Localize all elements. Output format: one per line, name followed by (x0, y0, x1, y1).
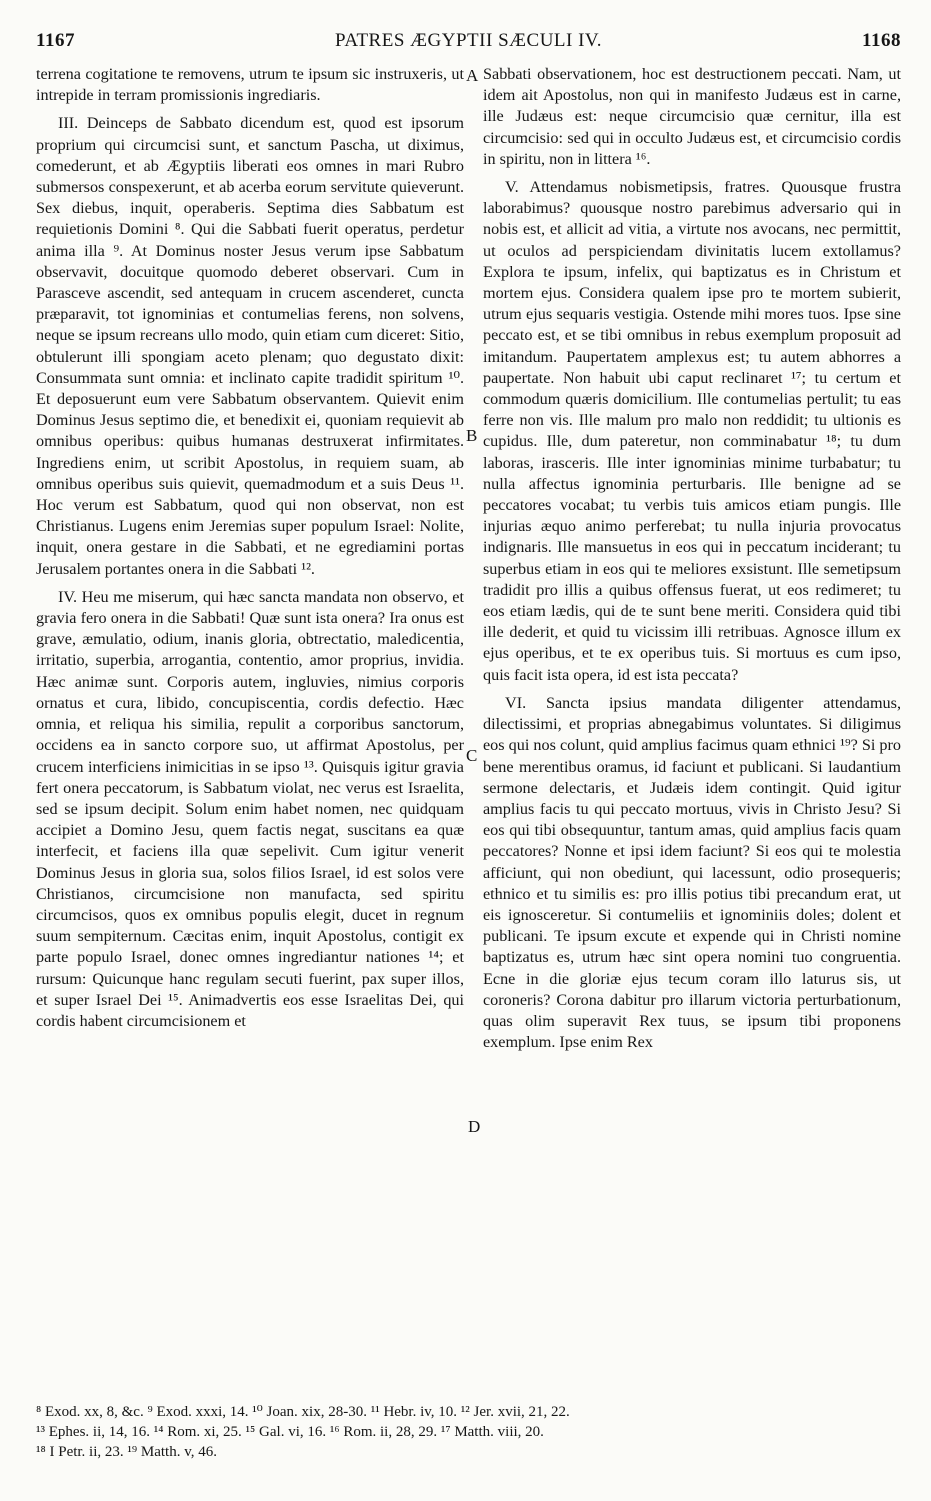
page-header (36, 30, 901, 56)
paragraph-iii: III. Deinceps de Sabbato dicendum est, quod est ipsorum proprium qui circumcisi sunt, et sanctum Pascha, ut diximus, comederunt, et ab Ægyptiis liberati eos omnes in mari Rubro submersos conspexerunt, et ab acerba eorum servitute quieverunt. Sex diebus, inquit, operaberis. Septima dies Sabbatum est requietionis Domini ⁸. Qui die Sabbati fuerit operatus, perdetur anima illa ⁹. At Dominus noster Jesus verum ipse Sabbatum observavit, docuitque quomodo deberet observari. Cum in Parasceve ascendit, sed antequam in crucem ascenderet, cuncta præparavit, tot ignominias et contumelias ferens, non solvens, neque se ipsum recreans ullo modo, quin etiam cum diceret: Sitio, obtulerunt illi spongiam aceto plenam; quo degustato dixit: Consummata sunt omnia: et inclinato capite tradidit spiritum ¹⁰. Et deposuerunt eum vere Sabbatum observantem. Quievit enim Dominus Jesus septimo die, et benedixit ei, quoniam requievit ab omnibus operibus: quibus humanas destruxerat infirmitates. Ingrediens enim, ut scribit Apostolus, in requiem suam, ab omnibus operibus suis quievit, quemadmodum et a suis Deus ¹¹. Hoc verum est Sabbatum, quod qui non observat, non est Christianus. Lugens enim Jeremias super populum Israel: Nolite, inquit, onera gestare in die Sabbati, et ne egrediamini portas Jerusalem portantes onera in die Sabbati ¹². (36, 114, 464, 578)
right-column (483, 64, 901, 1053)
paragraph-iv: IV. Heu me miserum, qui hæc sancta mandata non observo, et gravia fero onera in die Sabbati! Quæ sunt ista onera? Ira onus est grave, æmulatio, odium, inanis gloria, obtrectatio, maledicentia, irritatio, superbia, arrogantia, contentio, amor proprius, invidia. Hæc animæ sunt. Corporis autem, ingluvies, nimius corporis ornatus et cura, libido, concupiscentia, cordis defectio. Hæc omnia, et reliqua his similia, repulit a corporibus sanctorum, occidens ea in sancto corpore suo, ut affirmat Apostolus, per crucem interficiens inimicitias in se ipso ¹³. Quisquis igitur gravia fert onera peccatorum, is Sabbatum violat, nec verus est Israelita, sed se ipsum decipit. Solum enim habet nomen, nec quidquam accipiet a Domino Jesu, quem factis negat, suscitans ea quæ interfecit, et faciens illa quæ sepelivit. Cum igitur venerit Dominus Jesus in gloria sua, solos filios Israel, id est solos vere Christianos, circumcisione non manufacta, sed spiritu circumcisos, quos ex omnibus populis elegit, ducet in regnum suum sempiternum. Cæcitas enim, inquit Apostolus, contigit ex parte populo Israel, donec omnes ingrediantur nationes ¹⁴; et rursum: Quicunque hanc regulam secuti fuerint, pax super illos, et super Israel Dei ¹⁵. Animadvertis eos esse Israelitas Dei, qui cordis habent circumcisionem et (36, 587, 464, 1030)
margin-marker-c: C (466, 746, 478, 765)
paragraph-v: V. Attendamus nobismetipsis, fratres. Quousque frustra laborabimus? quousque nostro parebimus adversario qui in nobis est, et allicit ad vitia, a virtute nos avocans, nec permittit, ut oculos ad perspiciendam divinitatis lucem extollamus? Explora te ipsum, infelix, qui baptizatus es in Christum et mortem ejus. Considera qualem ipse pro te mortem subierit, utrum ejus sequaris vestigia. Ostende mihi mores tuos. Ipse sine peccato est, et se tibi omnibus in rebus exemplum proposuit ad imitandum. Paupertatem amplexus est; tu autem abhorres a paupertate. Non habuit ubi caput reclinaret ¹⁷; tu certum et commodum quæris domicilium. Ille contumelias pertulit; tu eas ferre non vis. Ille malum pro malo non reddidit; tu ultionis es cupidus. Ille, dum pateretur, non comminabatur ¹⁸; tu dum laboras, irasceris. Ille inter ignominias minime turbabatur; tu nulla affectus ignominia perturbaris. Ille benigne ad se peccatores vocabat; tu verbis tuis amicos etiam pungis. Ille injurias æquo animo perferebat; tu nulla injuria provocatus indignaris. Ille mansuetus in eos qui in peccatum inciderant; tu superbus etiam in eos qui te meliores exsistunt. Ille semetipsum tradidit pro illis a quibus offensus fuerat, ut eos redimeret; tu eos etiam lædis, qui de te sunt bene meriti. Considera quid tibi ille dederit, et quid tu vicissim illi retribuas. Agnosce illum ex ejus operibus, et te ex operibus tuis. Si mortuus es cum ipso, quis facit ista opera, id est ista peccata? (483, 178, 901, 684)
footnote-line: ¹⁸ I Petr. ii, 23. ¹⁹ Matth. v, 46. (36, 1444, 217, 1460)
footnote-line: ¹³ Ephes. ii, 14, 16. ¹⁴ Rom. xi, 25. ¹⁵ Gal. vi, 16. ¹⁶ Rom. ii, 28, 29. ¹⁷ Matth. viii, 20. (36, 1424, 544, 1440)
paragraph-continuation: Sabbati observationem, hoc est destructionem peccati. Nam, ut idem ait Apostolus, non qui in manifesto Judæus est in carne, ille Judæus est: neque circumcisio quæ cernitur, illa est circumcisio: sed qui in occulto Judæus est, et circumcisio cordis in spiritu, non in littera ¹⁶. (483, 65, 901, 168)
page-number-right: 1168 (862, 30, 901, 51)
footnote-line: ⁸ Exod. xx, 8, &c. ⁹ Exod. xxxi, 14. ¹⁰ Joan. xix, 28-30. ¹¹ Hebr. iv, 10. ¹² Jer. xvii, 21, 22. (36, 1404, 570, 1420)
margin-marker-a: A (466, 66, 479, 85)
paragraph-continuation: terrena cogitatione te removens, utrum te ipsum sic instruxeris, ut intrepide in terram promissionis ingrediaris. (36, 65, 464, 105)
paragraph-vi: VI. Sancta ipsius mandata diligenter attendamus, dilectissimi, et proprias abnegabimus voluntates. Si diligimus eos qui nos colunt, quid amplius facimus quam ethnici ¹⁹? Si pro bene merentibus oramus, id faciunt et publicani. Si laudantium sermone delectaris, et Judæis idem contingit. Quid igitur amplius facis tu qui peccato mortuus, vivis in Christo Jesu? Si eos qui tibi obsequuntur, tantum amas, quid amplius facis quam peccatores? Nonne et ipsi idem faciunt? Si eos qui te molestia afficiunt, qui non obediunt, qui lacessunt, odio prosequeris; ethnico et tu similis es: pro illis potius tibi precandum erat, ut eis ignosceretur. Si contumeliis et ignominiis doles; dolent et publicani. Te ipsum excute et expende qui in Christi nomine baptizatus es, utrum hæc sint opera nomini tuo congruentia. Ecne in die gloriæ ejus tecum coram illo laturus sis, ut coroneris? Corona dabitur pro illarum victoria perturbationum, quas olim superavit Rex tuus, se ipsum tibi proponens exemplum. Ipse enim Rex (483, 693, 901, 1052)
left-column (36, 64, 464, 1032)
page-number-left: 1167 (36, 30, 75, 51)
running-title: PATRES ÆGYPTII SÆCULI IV. (335, 30, 602, 51)
margin-marker-d: D (468, 1117, 481, 1136)
footnotes (36, 1402, 901, 1462)
margin-marker-b: B (466, 426, 478, 445)
